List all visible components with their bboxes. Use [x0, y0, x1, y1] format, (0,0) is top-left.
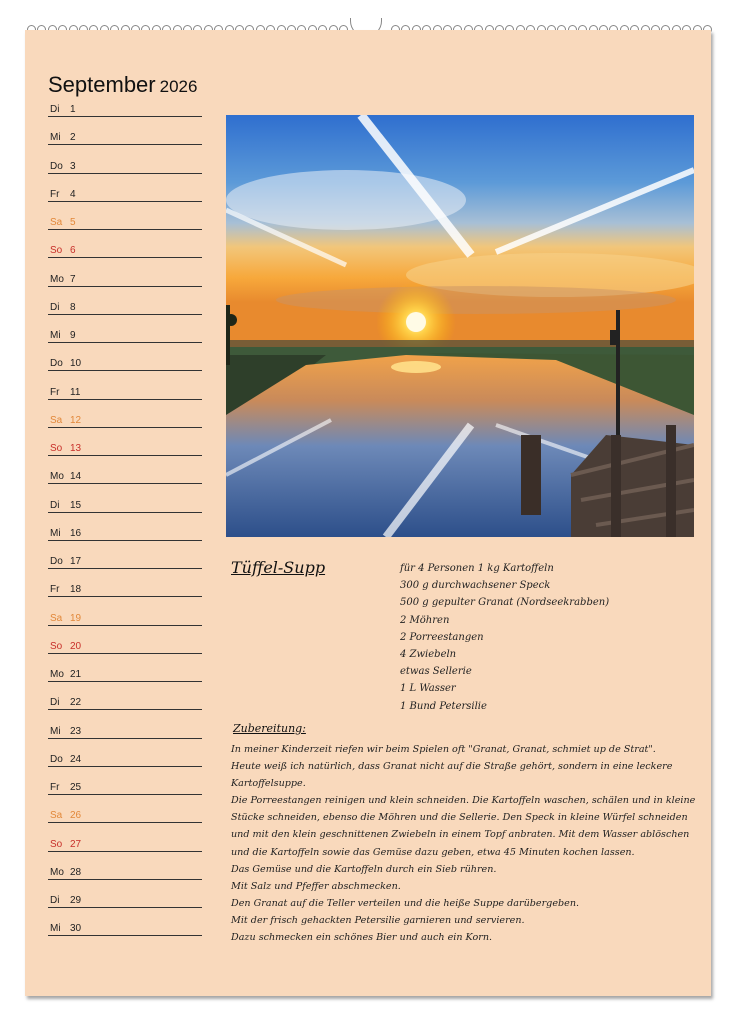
preparation-line: Mit Salz und Pfeffer abschmecken. — [231, 880, 401, 892]
day-row — [48, 411, 202, 428]
preparation-line: und mit den klein geschnittenen Zwiebeln in einem Topf anbraten. Mit dem Wasser ablöschen — [231, 829, 690, 841]
day-number: 8 — [70, 301, 76, 313]
day-number: 1 — [70, 104, 76, 115]
day-number: 11 — [70, 386, 81, 398]
ingredient-item: 500 g gepulter Granat (Nordseekrabben) — [400, 597, 610, 609]
day-row — [48, 270, 202, 287]
preparation-line: Den Granat auf die Teller verteilen und die heiße Suppe darübergeben. — [231, 897, 580, 909]
day-number: 13 — [70, 443, 82, 454]
day-weekday: Sa — [50, 217, 63, 228]
day-weekday: Mi — [50, 132, 61, 144]
day-number: 4 — [70, 188, 76, 200]
day-weekday: Mi — [50, 923, 61, 935]
preparation-line: In meiner Kinderzeit riefen wir beim Spielen oft "Granat, Granat, schmiet up de Strat". — [231, 744, 656, 755]
day-number: 27 — [70, 838, 82, 850]
day-number: 5 — [70, 217, 76, 228]
day-weekday: Mo — [50, 866, 64, 878]
day-row — [48, 524, 202, 541]
day-weekday: Fr — [50, 782, 60, 793]
day-number: 26 — [70, 810, 82, 822]
day-weekday: Sa — [50, 414, 63, 426]
day-row — [48, 806, 202, 823]
day-row — [48, 778, 202, 795]
day-row — [48, 354, 202, 371]
day-number: 22 — [70, 697, 82, 709]
preparation-line: Heute weiß ich natürlich, dass Granat nicht auf die Straße gehört, sondern in eine leckere — [231, 761, 673, 773]
day-row — [48, 722, 202, 739]
ingredient-item: 4 Zwiebeln — [400, 649, 457, 661]
day-row — [48, 835, 202, 852]
day-number: 17 — [70, 556, 82, 567]
day-row — [48, 157, 202, 174]
day-row — [48, 580, 202, 597]
day-number: 6 — [70, 245, 76, 257]
day-row — [48, 609, 202, 626]
day-weekday: Mi — [50, 725, 61, 737]
day-weekday: Sa — [50, 612, 63, 624]
day-number: 19 — [70, 612, 82, 624]
day-row — [48, 919, 202, 936]
day-weekday: Mo — [50, 669, 64, 680]
day-weekday: Do — [50, 358, 63, 370]
day-weekday: Di — [50, 301, 60, 313]
day-number: 15 — [70, 499, 82, 511]
preparation-line: Mit der frisch gehackten Petersilie garnieren und servieren. — [231, 914, 525, 926]
day-row — [48, 863, 202, 880]
preparation-line: Dazu schmecken ein schönes Bier und auch ein Korn. — [231, 932, 493, 944]
day-number: 18 — [70, 584, 82, 596]
preparation-line: Stücke schneiden, ebenso die Möhren und die Sellerie. Den Speck in kleine Würfel schneiden — [231, 812, 688, 824]
day-number: 14 — [70, 471, 82, 483]
day-row — [48, 326, 202, 343]
preparation-line: Die Porreestangen reinigen und klein schneiden. Die Kartoffeln waschen, schälen und in kleine — [231, 795, 696, 807]
day-weekday: Fr — [50, 386, 60, 398]
day-number: 7 — [70, 273, 76, 285]
day-row — [48, 693, 202, 710]
day-row — [48, 128, 202, 145]
day-row — [48, 185, 202, 202]
day-weekday: Mo — [50, 273, 64, 285]
day-weekday: Fr — [50, 584, 60, 596]
day-weekday: Di — [50, 104, 60, 115]
day-weekday: So — [50, 443, 63, 454]
day-row — [48, 383, 202, 400]
recipe-title: Tüffel-Supp — [231, 558, 326, 577]
day-weekday: So — [50, 838, 63, 850]
ingredient-item: 300 g durchwachsener Speck — [400, 580, 551, 592]
day-number: 24 — [70, 753, 82, 765]
day-number: 2 — [70, 132, 76, 144]
month-title — [48, 72, 197, 98]
day-number: 9 — [70, 330, 76, 341]
day-row — [48, 750, 202, 767]
day-row — [48, 100, 202, 117]
day-number: 21 — [70, 669, 82, 680]
day-number: 25 — [70, 782, 82, 793]
day-row — [48, 665, 202, 682]
preparation-line: Das Gemüse und die Kartoffeln durch ein Sieb rühren. — [231, 863, 497, 875]
day-weekday: Di — [50, 697, 60, 709]
preparation-line: Kartoffelsuppe. — [231, 778, 306, 790]
day-weekday: Do — [50, 753, 63, 765]
ingredient-item: 2 Möhren — [400, 614, 450, 626]
day-row — [48, 241, 202, 258]
ingredient-item: 1 L Wasser — [400, 683, 456, 695]
day-row — [48, 467, 202, 484]
day-weekday: So — [50, 245, 63, 257]
sunrise-canal-photo — [226, 115, 694, 537]
day-row — [48, 298, 202, 315]
preparation-title: Zubereitung: — [233, 722, 306, 735]
preparation-line: und die Kartoffeln sowie das Gemüse dazu geben, etwa 45 Minuten kochen lassen. — [231, 846, 635, 858]
day-number: 10 — [70, 358, 82, 370]
day-row — [48, 213, 202, 230]
day-weekday: Di — [50, 895, 60, 906]
preparation-text — [231, 741, 696, 946]
day-weekday: Do — [50, 160, 63, 172]
day-number: 20 — [70, 640, 82, 652]
day-number: 16 — [70, 527, 82, 539]
day-number: 12 — [70, 414, 82, 426]
day-weekday: Fr — [50, 188, 60, 200]
day-weekday: Mi — [50, 330, 61, 341]
day-number: 30 — [70, 923, 82, 935]
ingredient-item: 2 Porreestangen — [400, 631, 484, 643]
ingredient-item: für 4 Personen 1 kg Kartoffeln — [400, 563, 554, 574]
ingredient-item: etwas Sellerie — [400, 666, 472, 678]
ingredient-list — [400, 560, 609, 715]
day-row — [48, 496, 202, 513]
day-number: 23 — [70, 725, 82, 737]
day-weekday: Di — [50, 499, 60, 511]
day-weekday: So — [50, 640, 63, 652]
ingredient-item: 1 Bund Petersilie — [400, 700, 487, 712]
year: 2026 — [159, 77, 198, 96]
day-number: 3 — [70, 160, 76, 172]
day-number: 29 — [70, 895, 82, 906]
day-row — [48, 637, 202, 654]
day-row — [48, 552, 202, 569]
day-weekday: Sa — [50, 810, 63, 822]
month-name: September — [48, 72, 156, 97]
day-row — [48, 891, 202, 908]
day-weekday: Mi — [50, 527, 61, 539]
day-row — [48, 439, 202, 456]
day-weekday: Do — [50, 556, 63, 567]
day-weekday: Mo — [50, 471, 64, 483]
day-number: 28 — [70, 866, 82, 878]
